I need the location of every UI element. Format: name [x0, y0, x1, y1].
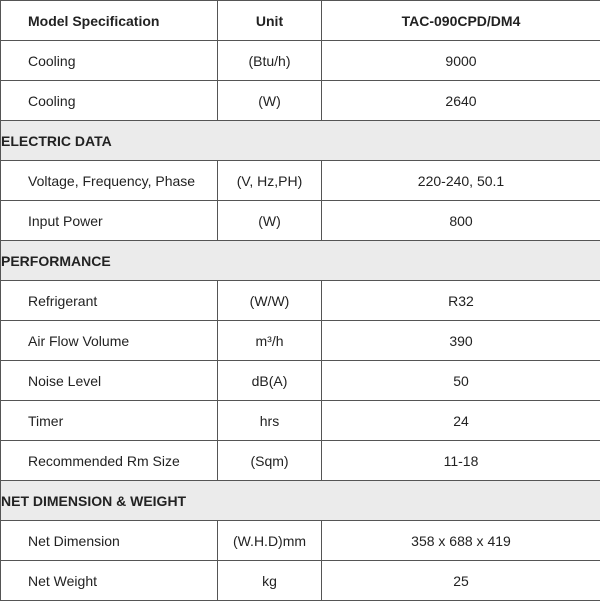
row-label: Voltage, Frequency, Phase — [1, 161, 218, 201]
row-label: Net Weight — [1, 561, 218, 601]
header-model-number: TAC-090CPD/DM4 — [322, 1, 600, 41]
section-title: NET DIMENSION & WEIGHT — [1, 481, 600, 521]
row-unit: m³/h — [218, 321, 322, 361]
row-unit: (W) — [218, 81, 322, 121]
section-header-electric-data — [1, 121, 600, 161]
row-label: Air Flow Volume — [1, 321, 218, 361]
row-label: Cooling — [1, 41, 218, 81]
row-label: Timer — [1, 401, 218, 441]
row-value: 2640 — [322, 81, 600, 121]
table-row — [1, 441, 600, 481]
section-header-net-dimension-weight — [1, 481, 600, 521]
row-label: Net Dimension — [1, 521, 218, 561]
table-header-row — [1, 1, 600, 41]
row-unit: (W/W) — [218, 281, 322, 321]
section-title: PERFORMANCE — [1, 241, 600, 281]
row-value: 24 — [322, 401, 600, 441]
row-unit: (Btu/h) — [218, 41, 322, 81]
header-model-specification: Model Specification — [1, 1, 218, 41]
row-value: 25 — [322, 561, 600, 601]
row-label: Noise Level — [1, 361, 218, 401]
row-value: 50 — [322, 361, 600, 401]
row-value: 800 — [322, 201, 600, 241]
row-value: 220-240, 50.1 — [322, 161, 600, 201]
table-row — [1, 321, 600, 361]
row-unit: hrs — [218, 401, 322, 441]
table-row — [1, 521, 600, 561]
row-label: Cooling — [1, 81, 218, 121]
row-label: Refrigerant — [1, 281, 218, 321]
table-row — [1, 161, 600, 201]
section-header-performance — [1, 241, 600, 281]
row-label: Recommended Rm Size — [1, 441, 218, 481]
row-value: R32 — [322, 281, 600, 321]
row-value: 11-18 — [322, 441, 600, 481]
row-unit: (V, Hz,PH) — [218, 161, 322, 201]
row-unit: (W) — [218, 201, 322, 241]
row-unit: dB(A) — [218, 361, 322, 401]
row-label: Input Power — [1, 201, 218, 241]
row-unit: (Sqm) — [218, 441, 322, 481]
row-unit: kg — [218, 561, 322, 601]
row-value: 390 — [322, 321, 600, 361]
row-value: 358 x 688 x 419 — [322, 521, 600, 561]
section-title: ELECTRIC DATA — [1, 121, 600, 161]
table-row — [1, 281, 600, 321]
table-row — [1, 401, 600, 441]
row-value: 9000 — [322, 41, 600, 81]
row-unit: (W.H.D)mm — [218, 521, 322, 561]
table-row — [1, 41, 600, 81]
table-row — [1, 81, 600, 121]
header-unit: Unit — [218, 1, 322, 41]
table-row — [1, 561, 600, 601]
table-row — [1, 201, 600, 241]
table-row — [1, 361, 600, 401]
